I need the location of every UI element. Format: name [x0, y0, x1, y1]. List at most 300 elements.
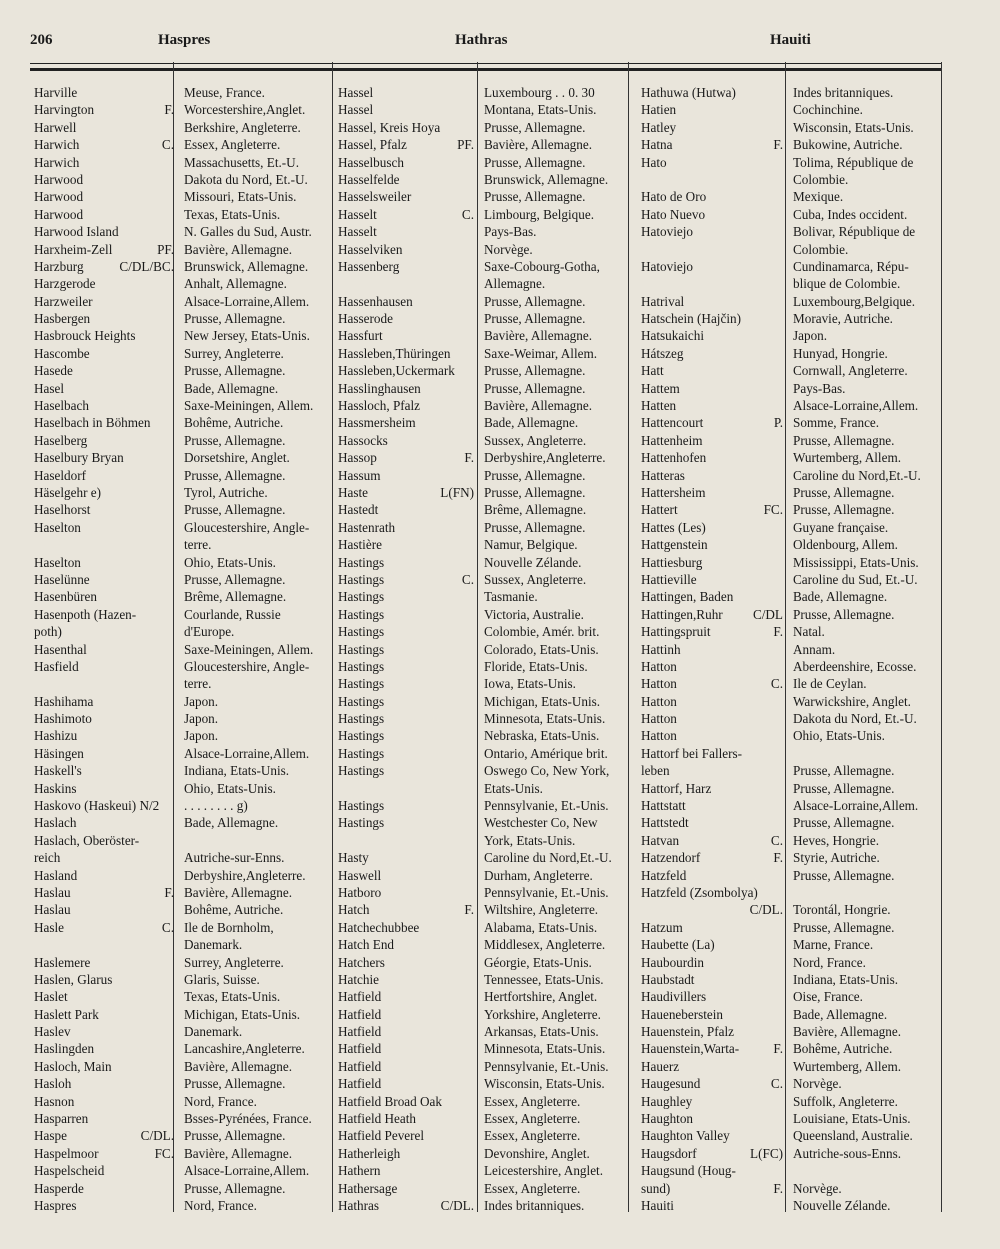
- place-name: Hasbergen: [34, 311, 91, 327]
- entry-row: [34, 84, 334, 101]
- entry-row: [641, 188, 941, 205]
- place-name: Haugsund (Houg-: [641, 1163, 736, 1179]
- place-region: Alsace-Lorraine,Allem.: [793, 398, 919, 414]
- place-region: Oldenbourg, Allem.: [793, 537, 898, 553]
- place-name: Hatrival: [641, 293, 685, 309]
- place-region: Brunswick, Allemagne.: [184, 258, 309, 274]
- place-region: Prusse, Allemagne.: [793, 763, 895, 779]
- place-name: Hastings: [338, 798, 385, 814]
- entry-row: [34, 1023, 334, 1040]
- place-name: Hashimoto: [34, 711, 92, 727]
- place-region: Namur, Belgique.: [484, 537, 578, 553]
- header-middle-word: Hathras: [455, 32, 508, 48]
- place-name: Hassfurt: [338, 328, 383, 344]
- place-region: Nebraska, Etats-Unis.: [484, 728, 600, 744]
- entry-row: [34, 380, 334, 397]
- place-region: Pennsylvanie, Et.-Unis.: [484, 1058, 609, 1074]
- entry-row: [338, 1197, 628, 1214]
- place-name: Haughton Valley: [641, 1128, 730, 1144]
- place-name: Hatch: [338, 902, 370, 918]
- place-region: Somme, France.: [793, 415, 880, 431]
- place-region: Alsace-Lorraine,Allem.: [793, 798, 919, 814]
- place-region: Japon.: [793, 328, 828, 344]
- entry-row: [338, 467, 628, 484]
- place-region: Etats-Unis.: [484, 780, 543, 796]
- place-region: Bohême, Autriche.: [184, 415, 284, 431]
- place-name: Harxheim-Zell: [34, 241, 113, 257]
- place-name: Haspres: [34, 1198, 77, 1213]
- entry-row: [34, 519, 334, 536]
- place-name: Haslau: [34, 902, 71, 918]
- place-name: Hassum: [338, 467, 381, 483]
- place-name: Hathuwa (Hutwa): [641, 85, 736, 100]
- entry-row: [34, 1127, 334, 1144]
- place-name: Harville: [34, 85, 78, 100]
- place-name: Hassop: [338, 450, 377, 466]
- entry-row: [338, 171, 628, 188]
- place-region: Essex, Angleterre.: [484, 1093, 581, 1109]
- place-name: Harwich: [34, 137, 80, 153]
- entry-row: [34, 675, 334, 692]
- entry-row: [338, 206, 628, 223]
- service-mark: F.: [773, 850, 783, 866]
- place-region: Caroline du Nord,Et.-U.: [484, 850, 612, 866]
- entry-row: [338, 345, 628, 362]
- entry-row: [34, 971, 334, 988]
- entry-row: [641, 84, 941, 101]
- place-region: Anhalt, Allemagne.: [184, 276, 287, 292]
- place-name: Haskovo (Haskeui) N/2: [34, 798, 160, 814]
- place-region: Colorado, Etats-Unis.: [484, 641, 599, 657]
- service-mark: C/DL.: [749, 902, 783, 918]
- service-mark: P.: [773, 415, 783, 431]
- place-name: Hattersheim: [641, 484, 706, 500]
- entry-row: [34, 484, 334, 501]
- place-name: Harzgerode: [34, 276, 96, 292]
- entry-row: [338, 988, 628, 1005]
- service-mark: C/DL.: [140, 1128, 174, 1144]
- place-region: Essex, Angleterre.: [484, 1180, 581, 1196]
- place-name: Haselbury Bryan: [34, 450, 124, 466]
- place-name: Häselgehr e): [34, 484, 101, 500]
- place-region: Brême, Allemagne.: [184, 589, 287, 605]
- place-name: Hastings: [338, 711, 385, 727]
- service-mark: L(FC): [750, 1145, 783, 1161]
- place-region: Ohio, Etats-Unis.: [184, 780, 276, 796]
- place-name: Hatoviejo: [641, 258, 694, 274]
- entry-row: [338, 1127, 628, 1144]
- entry-row: [338, 884, 628, 901]
- place-name: Hastings: [338, 624, 385, 640]
- place-region: Surrey, Angleterre.: [184, 345, 284, 361]
- place-region: Heves, Hongrie.: [793, 832, 880, 848]
- place-region: Floride, Etats-Unis.: [484, 658, 588, 674]
- place-name: Hatch End: [338, 937, 395, 953]
- entry-row: [34, 780, 334, 797]
- place-region: Prusse, Allemagne.: [484, 293, 586, 309]
- entry-row: [34, 206, 334, 223]
- entry-row: [641, 954, 941, 971]
- place-name: Hatten: [641, 398, 677, 414]
- place-region: Bolivar, République de: [793, 224, 916, 240]
- place-name: Hattingen, Baden: [641, 589, 734, 605]
- entry-row: [34, 849, 334, 866]
- place-name: Hastings: [338, 589, 385, 605]
- entry-row: [34, 623, 334, 640]
- entry-row: [641, 327, 941, 344]
- entry-row: [34, 1110, 334, 1127]
- place-region: Indes britanniques.: [484, 1198, 585, 1213]
- place-name: reich: [34, 850, 61, 866]
- place-name: Haubourdin: [641, 954, 704, 970]
- entry-row: [641, 1058, 941, 1075]
- place-name: Hasselsweiler: [338, 189, 412, 205]
- place-name: Hatchers: [338, 954, 385, 970]
- place-name: Haskell's: [34, 763, 82, 779]
- header-first-word: Haspres: [158, 32, 211, 48]
- place-region: Victoria, Australie.: [484, 606, 584, 622]
- place-name: Hasenbüren: [34, 589, 97, 605]
- entry-row: [641, 1197, 941, 1214]
- place-region: Prusse, Allemagne.: [793, 867, 895, 883]
- entry-row: [641, 432, 941, 449]
- place-name: Hastings: [338, 693, 385, 709]
- place-name: Haslach: [34, 815, 77, 831]
- place-region: Leicestershire, Anglet.: [484, 1163, 604, 1179]
- place-region: Derbyshire,Angleterre.: [184, 867, 306, 883]
- place-region: Bavière, Allemagne.: [184, 884, 293, 900]
- place-region: Prusse, Allemagne.: [184, 1128, 286, 1144]
- place-region: Durham, Angleterre.: [484, 867, 593, 883]
- place-region: Autriche-sur-Enns.: [184, 850, 285, 866]
- place-region: Arkansas, Etats-Unis.: [484, 1024, 599, 1040]
- place-name: Hasenthal: [34, 641, 87, 657]
- place-region: d'Europe.: [184, 624, 235, 640]
- entry-row: [338, 814, 628, 831]
- service-mark: C/DL.: [440, 1198, 474, 1213]
- place-name: Haste: [338, 484, 369, 500]
- place-name: Hauenstein, Pfalz: [641, 1024, 735, 1040]
- entry-row: [641, 449, 941, 466]
- place-name: Haubstadt: [641, 971, 695, 987]
- entry-row: [338, 710, 628, 727]
- place-region: Pennsylvanie, Et.-Unis.: [484, 798, 609, 814]
- place-name: Hastings: [338, 763, 385, 779]
- entry-row: [641, 867, 941, 884]
- place-name: Hastings: [338, 606, 385, 622]
- place-region: Prusse, Allemagne.: [484, 380, 586, 396]
- entry-row: [641, 101, 941, 118]
- entry-row: [641, 536, 941, 553]
- service-mark: FC.: [154, 1145, 174, 1161]
- place-region: Bavière, Allemagne.: [484, 137, 593, 153]
- place-region: Sussex, Angleterre.: [484, 432, 587, 448]
- place-region: Bavière, Allemagne.: [484, 398, 593, 414]
- place-name: Hattstatt: [641, 798, 686, 814]
- place-name: Hassel: [338, 102, 374, 118]
- entry-row: [34, 814, 334, 831]
- place-region: Nouvelle Zélande.: [484, 554, 582, 570]
- top-rule-thick: [30, 68, 942, 71]
- entry-row: [34, 1040, 334, 1057]
- place-name: Hato Nuevo: [641, 206, 706, 222]
- top-rule: [30, 63, 942, 64]
- place-region: Prusse, Allemagne.: [184, 363, 286, 379]
- place-name: Haubette (La): [641, 937, 715, 953]
- entry-row: [338, 971, 628, 988]
- entry-row: [338, 536, 628, 553]
- entry-row: [34, 501, 334, 518]
- entry-row: [34, 1075, 334, 1092]
- entry-row: [641, 519, 941, 536]
- entry-row: [641, 484, 941, 501]
- place-name: Hatzfeld (Zsombolya): [641, 884, 758, 900]
- place-region: Pays-Bas.: [793, 380, 846, 396]
- place-name: Haselberg: [34, 432, 88, 448]
- place-name: Hattinh: [641, 641, 681, 657]
- place-region: Minnesota, Etats-Unis.: [484, 1041, 606, 1057]
- entry-row: [34, 832, 334, 849]
- place-region: Saxe-Meiningen, Allem.: [184, 398, 314, 414]
- place-region: Bade, Allemagne.: [793, 1006, 888, 1022]
- entry-row: [338, 1023, 628, 1040]
- entry-row: [338, 414, 628, 431]
- entry-row: [34, 414, 334, 431]
- entries-column-1: [34, 84, 334, 1214]
- place-name: Harwich: [34, 154, 80, 170]
- place-region: Alsace-Lorraine,Allem.: [184, 293, 310, 309]
- place-region: Saxe-Cobourg-Gotha,: [484, 258, 600, 274]
- place-region: Ontario, Amérique brit.: [484, 745, 608, 761]
- place-name: Hasselfelde: [338, 171, 400, 187]
- place-region: Danemark.: [184, 937, 243, 953]
- entry-row: [34, 1162, 334, 1179]
- place-name: Haselünne: [34, 571, 90, 587]
- place-region: Autriche-sous-Enns.: [793, 1145, 902, 1161]
- place-name: Hatton: [641, 693, 677, 709]
- place-name: Hatien: [641, 102, 677, 118]
- place-region: Annam.: [793, 641, 836, 657]
- entry-row: [641, 832, 941, 849]
- place-name: Haugsdorf: [641, 1145, 697, 1161]
- entry-row: [338, 554, 628, 571]
- place-name: Haughley: [641, 1093, 693, 1109]
- place-region: Guyane française.: [793, 519, 889, 535]
- entry-row: [641, 554, 941, 571]
- service-mark: F.: [773, 1041, 783, 1057]
- place-region: Bavière, Allemagne.: [484, 328, 593, 344]
- place-region: Essex, Angleterre.: [184, 137, 281, 153]
- place-name: Harwell: [34, 119, 77, 135]
- service-mark: C.: [161, 137, 174, 153]
- entry-row: [641, 310, 941, 327]
- entry-row: [641, 1180, 941, 1197]
- place-region: Derbyshire,Angleterre.: [484, 450, 606, 466]
- place-region: Prusse, Allemagne.: [484, 119, 586, 135]
- service-mark: F.: [164, 884, 174, 900]
- service-mark: PF.: [157, 241, 174, 257]
- entry-row: [338, 1145, 628, 1162]
- entry-row: [641, 988, 941, 1005]
- entry-row: [338, 901, 628, 918]
- place-region: Missouri, Etats-Unis.: [184, 189, 297, 205]
- service-mark: C.: [461, 206, 474, 222]
- place-region: Cornwall, Angleterre.: [793, 363, 908, 379]
- place-region: Ohio, Etats-Unis.: [184, 554, 276, 570]
- entry-row: [338, 936, 628, 953]
- place-name: Haslach, Oberöster-: [34, 832, 140, 848]
- place-region: Cundinamarca, Répu-: [793, 258, 909, 274]
- entry-row: [34, 449, 334, 466]
- place-name: Hatboro: [338, 884, 382, 900]
- entry-row: [641, 1110, 941, 1127]
- place-region: Cuba, Indes occident.: [793, 206, 908, 222]
- place-name: Hauenstein,Warta-: [641, 1041, 740, 1057]
- place-name: Hatfield Broad Oak: [338, 1093, 442, 1109]
- place-region: Colombie.: [793, 171, 849, 187]
- place-region: Berkshire, Angleterre.: [184, 119, 301, 135]
- entry-row: [34, 641, 334, 658]
- place-region: Tennessee, Etats-Unis.: [484, 971, 604, 987]
- place-region: Oise, France.: [793, 989, 863, 1005]
- entry-row: [641, 884, 941, 901]
- place-name: Hatton: [641, 711, 677, 727]
- entry-row: [34, 588, 334, 605]
- place-region: Indiana, Etats-Unis.: [793, 971, 899, 987]
- entry-row: [34, 797, 334, 814]
- place-region: Alsace-Lorraine,Allem.: [184, 745, 310, 761]
- place-region: Wiltshire, Angleterre.: [484, 902, 599, 918]
- place-region: Ohio, Etats-Unis.: [793, 728, 885, 744]
- place-name: Hasle: [34, 919, 65, 935]
- entry-row: [641, 623, 941, 640]
- place-region: Colombie, Amér. brit.: [484, 624, 600, 640]
- place-region: Bohême, Autriche.: [184, 902, 284, 918]
- place-name: Harzburg: [34, 258, 84, 274]
- entry-row: [34, 223, 334, 240]
- place-region: Luxembourg . . 0. 30: [484, 85, 595, 100]
- entry-row: [34, 1180, 334, 1197]
- entry-row: [34, 727, 334, 744]
- service-mark: L(FN): [440, 484, 474, 500]
- place-region: Minnesota, Etats-Unis.: [484, 711, 606, 727]
- entry-row: [34, 432, 334, 449]
- place-region: Norvège.: [484, 241, 533, 257]
- entry-row: [641, 1075, 941, 1092]
- place-region: Hertfortshire, Anglet.: [484, 989, 598, 1005]
- place-region: Glaris, Suisse.: [184, 971, 260, 987]
- entry-row: [641, 641, 941, 658]
- place-region: Courlande, Russie: [184, 606, 281, 622]
- place-name: Hasty: [338, 850, 369, 866]
- place-region: blique de Colombie.: [793, 276, 901, 292]
- place-region: . . . . . . . . g): [184, 798, 248, 814]
- entry-row: [641, 971, 941, 988]
- place-region: Prusse, Allemagne.: [184, 1076, 286, 1092]
- place-region: Allemagne.: [484, 276, 546, 292]
- place-name: Hattes (Les): [641, 519, 706, 535]
- place-region: Sussex, Angleterre.: [484, 571, 587, 587]
- entry-row: [34, 936, 334, 953]
- place-name: Harwood: [34, 189, 84, 205]
- place-region: Prusse, Allemagne.: [484, 154, 586, 170]
- place-region: Nord, France.: [184, 1198, 257, 1213]
- place-name: Haspe: [34, 1128, 67, 1144]
- page-number: 206: [30, 32, 53, 48]
- place-name: Hasserode: [338, 311, 393, 327]
- place-name: Hattenheim: [641, 432, 703, 448]
- entry-row: [641, 1145, 941, 1162]
- place-region: Wurtemberg, Allem.: [793, 1058, 901, 1074]
- entry-row: [34, 762, 334, 779]
- place-region: Mexique.: [793, 189, 844, 205]
- entry-row: [34, 136, 334, 153]
- entry-row: [641, 849, 941, 866]
- place-name: Hatfield: [338, 989, 382, 1005]
- place-region: Caroline du Nord,Et.-U.: [793, 467, 921, 483]
- place-region: Hunyad, Hongrie.: [793, 345, 888, 361]
- place-name: Hasede: [34, 363, 73, 379]
- entry-row: [34, 188, 334, 205]
- place-name: Hastings: [338, 641, 385, 657]
- place-region: Cochinchine.: [793, 102, 863, 118]
- place-region: Japon.: [184, 711, 219, 727]
- entry-row: [641, 571, 941, 588]
- entry-row: [641, 171, 941, 188]
- entry-row: [338, 727, 628, 744]
- entry-row: [641, 154, 941, 171]
- place-name: Hathersage: [338, 1180, 398, 1196]
- place-region: Aberdeenshire, Ecosse.: [793, 658, 917, 674]
- entry-row: [34, 710, 334, 727]
- place-name: Hassel: [338, 85, 374, 100]
- place-region: Oswego Co, New York,: [484, 763, 610, 779]
- place-region: Gloucestershire, Angle-: [184, 658, 310, 674]
- place-name: Hatzfeld: [641, 867, 687, 883]
- service-mark: F.: [164, 102, 174, 118]
- entry-row: [641, 780, 941, 797]
- place-name: Hatherleigh: [338, 1145, 401, 1161]
- place-name: Hattieville: [641, 571, 697, 587]
- entry-row: [338, 154, 628, 171]
- place-region: N. Galles du Sud, Austr.: [184, 224, 312, 240]
- entry-row: [338, 101, 628, 118]
- place-region: Marne, France.: [793, 937, 874, 953]
- place-name: Harzweiler: [34, 293, 93, 309]
- entry-row: [641, 675, 941, 692]
- place-region: Dakota du Nord, Et.-U.: [793, 711, 917, 727]
- service-mark: PF.: [457, 137, 474, 153]
- entry-row: [34, 554, 334, 571]
- entry-row: [641, 258, 941, 275]
- entry-row: [34, 745, 334, 762]
- entry-row: [338, 1058, 628, 1075]
- place-name: leben: [641, 763, 670, 779]
- place-name: Hasselbusch: [338, 154, 404, 170]
- entry-row: [34, 658, 334, 675]
- entry-row: [641, 919, 941, 936]
- entry-row: [641, 658, 941, 675]
- entry-row: [641, 588, 941, 605]
- place-region: Yorkshire, Angleterre.: [484, 1006, 601, 1022]
- place-name: Hashizu: [34, 728, 78, 744]
- place-region: Bavière, Allemagne.: [184, 1058, 293, 1074]
- place-name: Harvington: [34, 102, 95, 118]
- place-region: Caroline du Sud, Et.-U.: [793, 571, 918, 587]
- place-region: Westchester Co, New: [484, 815, 598, 831]
- place-name: Hatzendorf: [641, 850, 701, 866]
- entry-row: [338, 1006, 628, 1023]
